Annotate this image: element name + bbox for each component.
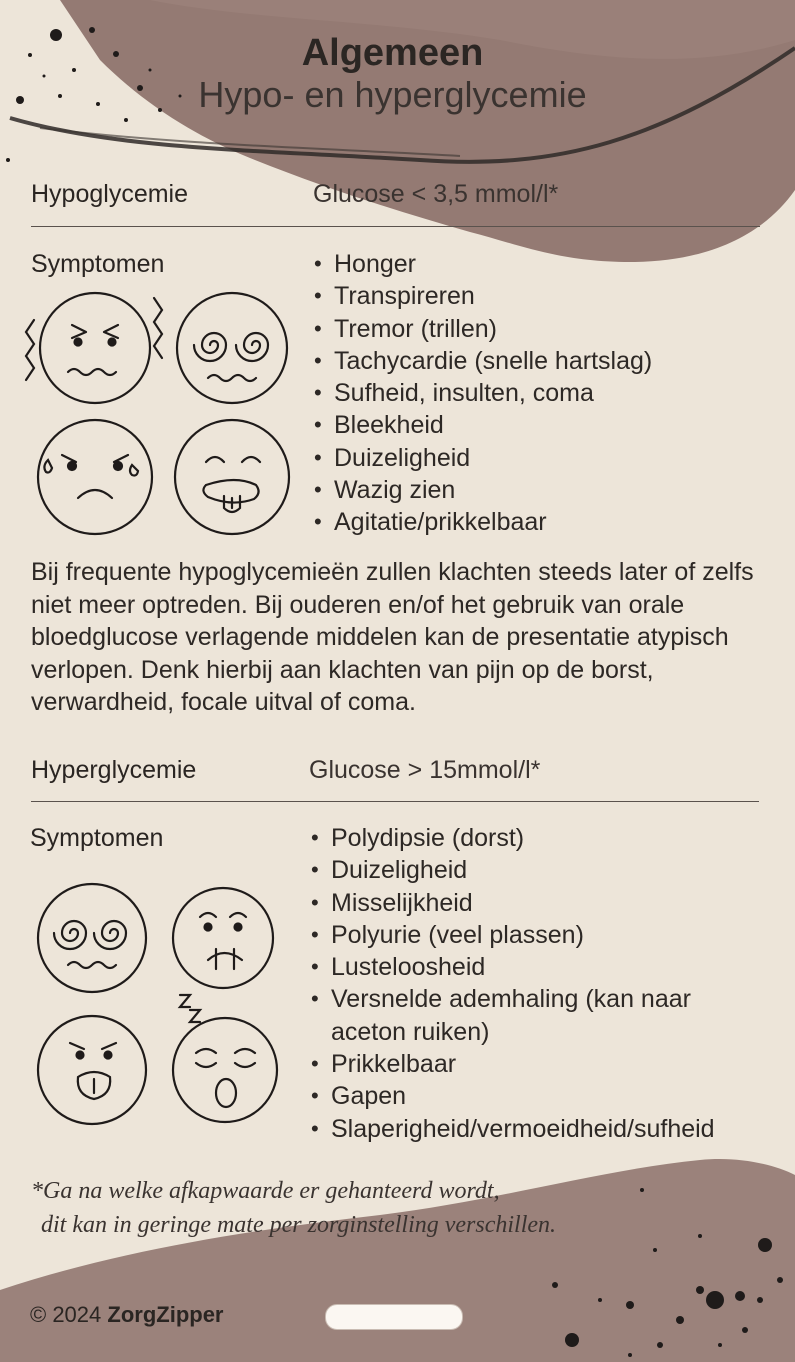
dizzy-face-icon	[177, 293, 287, 403]
hypo-face-illustrations	[20, 290, 300, 540]
list-item: • Tachycardie (snelle hartslag)	[314, 345, 652, 377]
home-indicator-bar[interactable]	[325, 1304, 463, 1330]
footnote	[31, 1174, 731, 1242]
yawning-face-icon	[173, 995, 277, 1122]
hypo-divider	[31, 226, 760, 227]
list-item: • Transpireren	[314, 280, 652, 312]
page-subtitle: Hypo- en hyperglycemie	[198, 74, 587, 115]
hypo-symptoms-label: Symptomen	[31, 250, 165, 278]
hypo-label: Hypoglycemie	[31, 180, 189, 208]
list-item: • Versnelde ademhaling (kan naar aceton ruiken)	[311, 983, 731, 1048]
list-item: • Bleekheid	[314, 409, 652, 441]
hyper-symptom-list	[311, 822, 771, 1145]
footnote-line-1: *Ga na welke afkapwaarde er gehanteerd wordt,	[31, 1178, 500, 1204]
list-item: • Wazig zien	[314, 474, 652, 506]
hypo-symptom-list	[314, 248, 652, 539]
list-item: • Polyurie (veel plassen)	[311, 919, 771, 951]
weary-face-icon	[173, 888, 273, 988]
sad-sweat-face-icon	[38, 420, 152, 534]
list-item: • Polydipsie (dorst)	[311, 822, 771, 854]
hyper-glucose-value: Glucose > 15mmol/l*	[309, 756, 541, 784]
brand-name: ZorgZipper	[107, 1302, 224, 1327]
nauseous-face-icon	[175, 420, 289, 534]
hypo-glucose-value: Glucose < 3,5 mmol/l*	[313, 180, 559, 208]
dizzy-face-icon	[38, 884, 146, 992]
list-item: • Misselijkheid	[311, 887, 771, 919]
tongue-out-face-icon	[38, 1016, 146, 1124]
page-title: Algemeen	[301, 32, 484, 74]
list-item: • Tremor (trillen)	[314, 313, 652, 345]
list-item: • Duizeligheid	[314, 442, 652, 474]
hyper-symptoms-label: Symptomen	[30, 824, 164, 852]
list-item: • Gapen	[311, 1080, 771, 1112]
footnote-line-2: dit kan in geringe mate per zorginstelling verschillen.	[41, 1212, 557, 1238]
list-item: • Duizeligheid	[311, 854, 771, 886]
copyright-text: © 2024	[30, 1302, 102, 1327]
list-item: • Slaperigheid/vermoeidheid/sufheid	[311, 1113, 771, 1145]
list-item: • Honger	[314, 248, 652, 280]
list-item: • Prikkelbaar	[311, 1048, 771, 1080]
hyper-divider	[31, 801, 759, 802]
list-item: • Lusteloosheid	[311, 951, 771, 983]
hyper-face-illustrations	[30, 865, 290, 1135]
list-item: • Agitatie/prikkelbaar	[314, 506, 652, 538]
hyper-label: Hyperglycemie	[31, 756, 197, 784]
shaking-face-icon	[26, 293, 162, 403]
hypo-explanation: Bij frequente hypoglycemieën zullen klachten steeds later of zelfs niet meer optreden. Bij ouderen en/of het gebruik van orale bloedglucose verlagende middelen kan de presentatie atypisch verlopen. Denk hierbij aan klachten van pijn op de borst, verwardheid, focale uitval of coma.	[31, 558, 754, 716]
footer-copyright	[30, 1302, 224, 1328]
list-item: • Sufheid, insulten, coma	[314, 377, 652, 409]
